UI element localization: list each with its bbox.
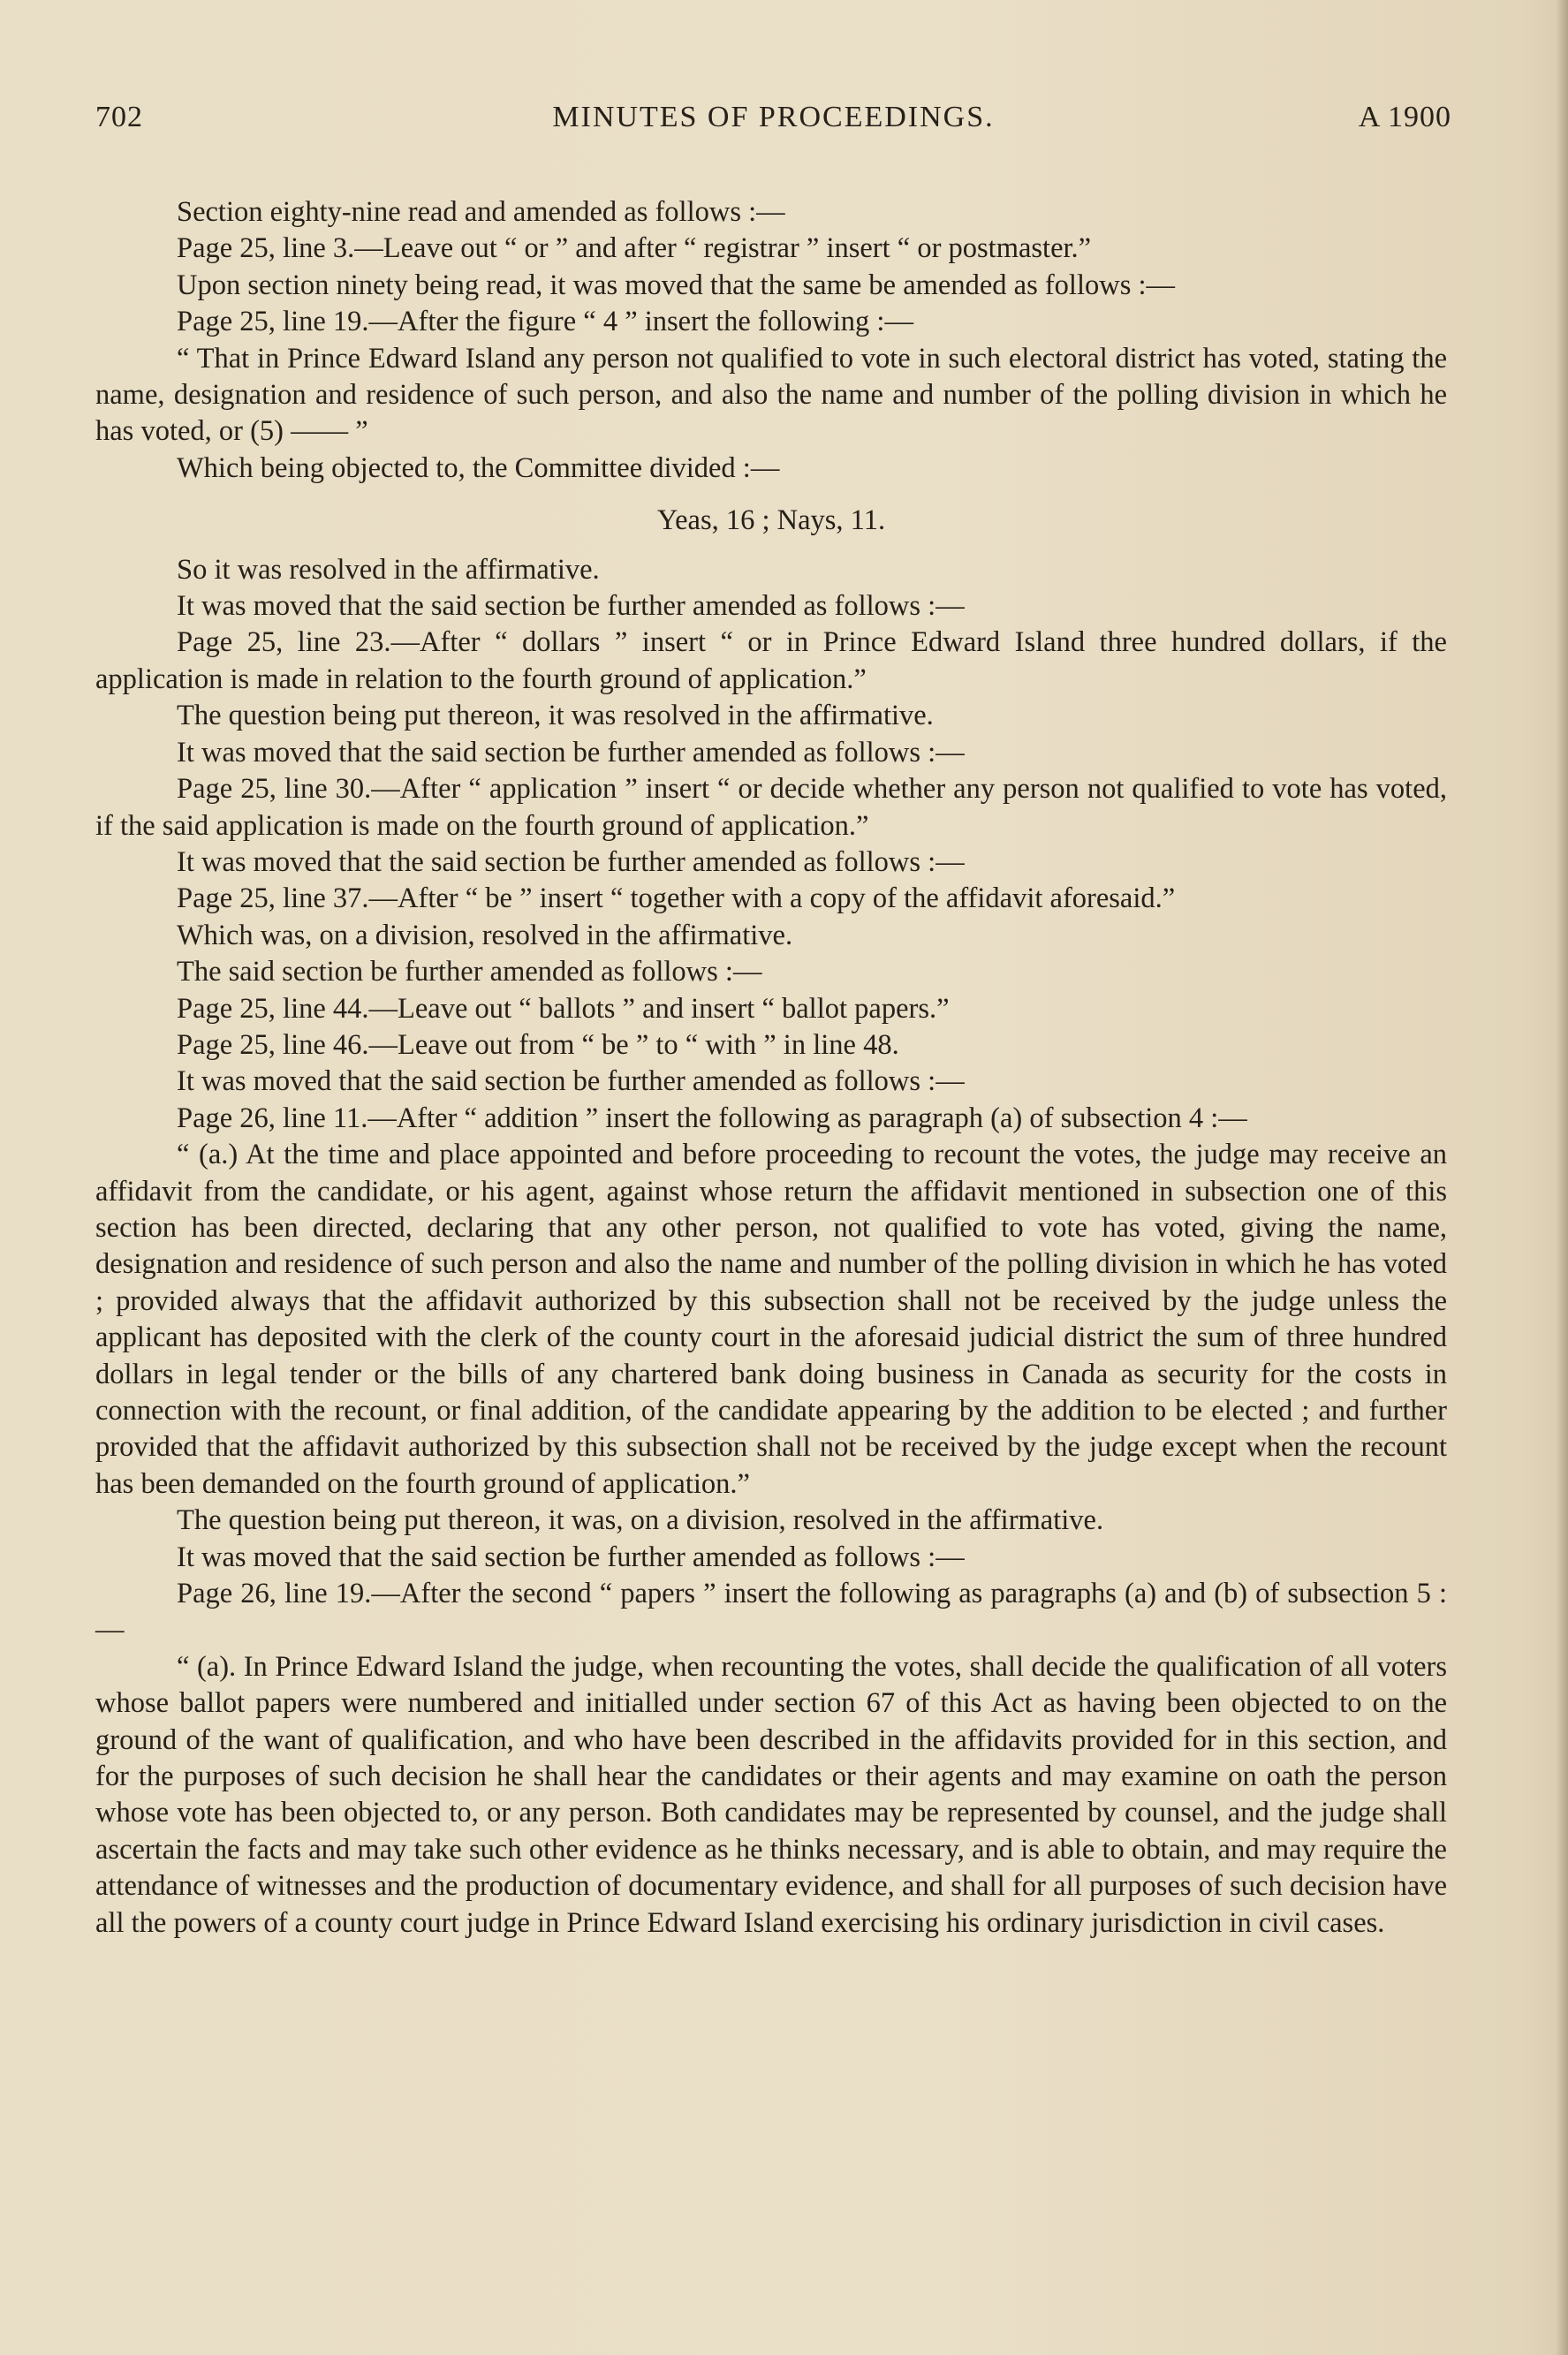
- paragraph: Which was, on a division, resolved in the affirmative.: [177, 919, 793, 951]
- paragraph: It was moved that the said section be further amended as follows :—: [177, 1541, 965, 1573]
- paragraph: It was moved that the said section be further amended as follows :—: [177, 736, 965, 769]
- paragraph: The question being put thereon, it was, on a division, resolved in the affirmative.: [177, 1504, 1104, 1537]
- paragraph: Page 25, line 3.—Leave out “ or ” and after “ registrar ” insert “ or postmaster.”: [177, 232, 1092, 265]
- paragraph: It was moved that the said section be further amended as follows :—: [177, 845, 965, 878]
- paragraph: Section eighty-nine read and amended as follows :—: [177, 196, 785, 228]
- paragraph: Which being objected to, the Committee divided :—: [177, 451, 780, 484]
- page-number: 702: [95, 101, 143, 133]
- page-edge-shadow: [1556, 0, 1568, 2355]
- page-header: [95, 101, 1451, 145]
- paragraph: It was moved that the said section be further amended as follows :—: [177, 1065, 965, 1098]
- paragraph: Page 25, line 46.—Leave out from “ be ” to “ with ” in line 48.: [177, 1028, 899, 1061]
- paragraph: “ (a). In Prince Edward Island the judge, when recounting the votes, shall decide the qualification of all voters whose ballot papers were numbered and initialled under section 67 of this Act as having been objected to on the ground of the want of qualification, and who have been described in the affidavits provided for in this section, and for the purposes of such decision he shall hear the candidates or their agents and may examine on oath the person whose vote has been objected to, or any person. Both candidates may be represented by counsel, and the judge shall ascertain the facts and may take such other evidence as he thinks necessary, and is able to obtain, and may require the attendance of witnesses and the production of documentary evidence, and shall for all purposes of such decision have all the powers of a county court judge in Prince Edward Island exercising his ordinary jurisdiction in civil cases.: [95, 1650, 1447, 1939]
- session-year: A 1900: [1358, 101, 1451, 133]
- paragraph: Page 25, line 23.—After “ dollars ” insert “ or in Prince Edward Island three hundred dollars, if the application is made in relation to the fourth ground of application.”: [95, 626, 1447, 695]
- paragraph: Page 25, line 44.—Leave out “ ballots ” and insert “ ballot papers.”: [177, 992, 950, 1025]
- paragraph: Page 25, line 30.—After “ application ” insert “ or decide whether any person not qualified to vote has voted, if the said application is made on the fourth ground of application.”: [95, 773, 1447, 842]
- body-text: [95, 194, 1447, 1942]
- paragraph: Page 26, line 11.—After “ addition ” insert the following as paragraph (a) of subsection 4 :—: [177, 1102, 1247, 1134]
- paragraph: It was moved that the said section be further amended as follows :—: [177, 590, 965, 623]
- paragraph: The question being put thereon, it was resolved in the affirmative.: [177, 700, 934, 732]
- paragraph: “ That in Prince Edward Island any person not qualified to vote in such electoral district has voted, stating the name, designation and residence of such person, and also the name and number of the polling division in which he has voted, or (5) —— ”: [95, 342, 1447, 448]
- paragraph: “ (a.) At the time and place appointed and before proceeding to recount the votes, the judge may receive an affidavit from the candidate, or his agent, against whose return the affidavit mentioned in subsection one of this section has been directed, declaring that any other person, not qualified to vote has voted, giving the name, designation and residence of such person and also the name and number of the polling division in which he has voted ; provided always that the affidavit authorized by this subsection shall not be received by the judge unless the applicant has deposited with the clerk of the county court in the aforesaid judicial district the sum of three hundred dollars in legal tender or the bills of any chartered bank doing business in Canada as security for the costs in connection with the recount, or final addition, of the candidate appearing by the addition to be elected ; and further provided that the affidavit authorized by this subsection shall not be received by the judge except when the recount has been demanded on the fourth ground of application.”: [95, 1139, 1447, 1500]
- paragraph: Page 25, line 37.—After “ be ” insert “ together with a copy of the affidavit aforesaid.”: [177, 882, 1176, 915]
- running-title: MINUTES OF PROCEEDINGS.: [552, 101, 995, 133]
- paragraph: Page 26, line 19.—After the second “ papers ” insert the following as paragraphs (a) and (b) of subsection 5 :—: [95, 1578, 1447, 1647]
- paragraph: The said section be further amended as follows :—: [177, 956, 762, 988]
- paragraph: Page 25, line 19.—After the figure “ 4 ” insert the following :—: [177, 306, 913, 338]
- division-result: Yeas, 16 ; Nays, 11.: [656, 504, 886, 537]
- paragraph: Upon section ninety being read, it was moved that the same be amended as follows :—: [177, 269, 1175, 301]
- paragraph: So it was resolved in the affirmative.: [177, 553, 600, 586]
